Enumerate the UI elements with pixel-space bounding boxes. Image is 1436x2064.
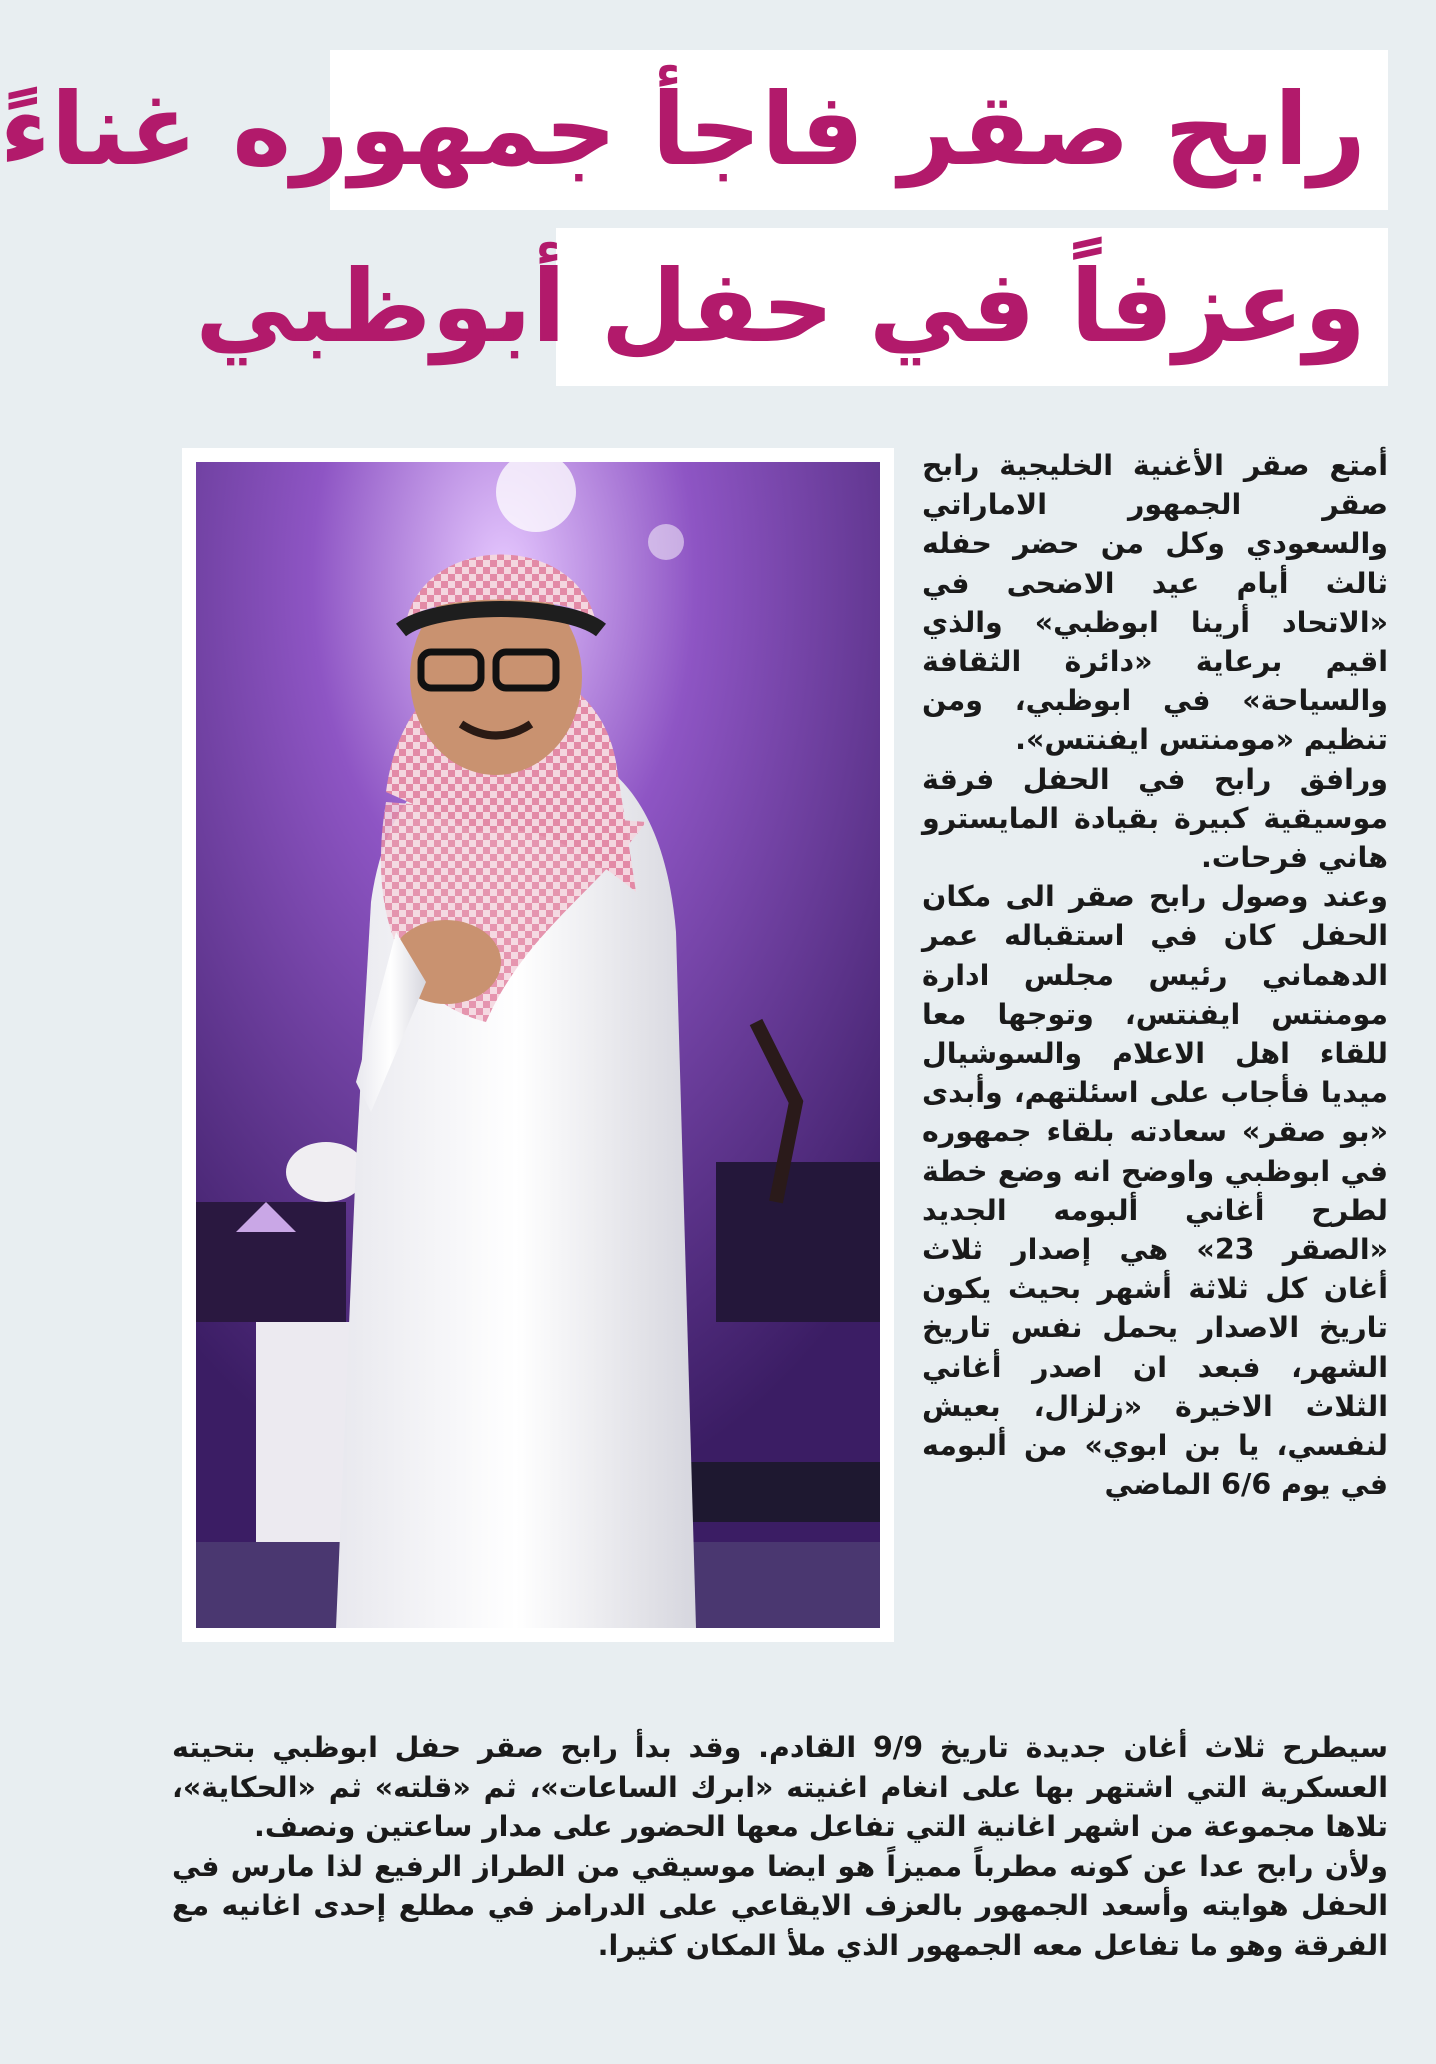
paragraph: أمتع صقر الأغنية الخليجية رابح صقر الجمهور الاماراتي والسعودي وكل من حضر حفله ثالث أيام عيد الاضحى في «الاتحاد أرينا ابوظبي» والذي اقيم برعاية «دائرة الثقافة والسياحة» في ابوظبي، ومن تنظيم «مومنتس ايفنتس». [922,449,1388,757]
article-column-text [922,446,1388,1504]
headline-line-2: وعزفاً في حفل أبوظبي [556,228,1388,386]
article-full-width-text [172,1728,1388,1966]
headline-line-1: رابح صقر فاجأ جمهوره غناءً [330,50,1388,210]
paragraph: ولأن رابح عدا عن كونه مطرباً مميزاً هو ايضا موسيقي من الطراز الرفيع لذا مارس في الحفل هوايته وأسعد الجمهور بالعزف الايقاعي على الدرامز في مطلع إحدى اغانيه مع الفرقة وهو ما تفاعل معه الجمهور الذي ملأ المكان كثيرا. [172,1849,1388,1962]
article-photo [182,448,894,1642]
paragraph: سيطرح ثلاث أغان جديدة تاريخ 9/9 القادم. وقد بدأ رابح صقر حفل ابوظبي بتحيته العسكرية التي اشتهر بها على انغام اغنيته «ابرك الساعات»، ثم «قلته» ثم «الحكاية»، تلاها مجموعة من اشهر اغانية التي تفاعل معها الحضور على مدار ساعتين ونصف. [172,1731,1388,1844]
singer-photo [196,462,880,1628]
paragraph: ورافق رابح في الحفل فرقة موسيقية كبيرة بقيادة المايسترو هاني فرحات. [922,762,1388,875]
paragraph: وعند وصول رابح صقر الى مكان الحفل كان في استقباله عمر الدهماني رئيس مجلس ادارة مومنتس ايفنتس، وتوجها معا للقاء اهل الاعلام والسوشيال ميديا فأجاب على اسئلتهم، وأبدى «بو صقر» سعادته بلقاء جمهوره في ابوظبي واوضح انه وضع خطة لطرح أغاني ألبومه الجديد «الصقر 23» هي إصدار ثلاث أغان كل ثلاثة أشهر بحيث يكون تاريخ الاصدار يحمل نفس تاريخ الشهر، فبعد ان اصدر أغاني الثلاث الاخيرة «زلزال، بعيش لنفسي، يا بن ابوي» من ألبومه في يوم 6/6 الماضي [922,880,1388,1502]
